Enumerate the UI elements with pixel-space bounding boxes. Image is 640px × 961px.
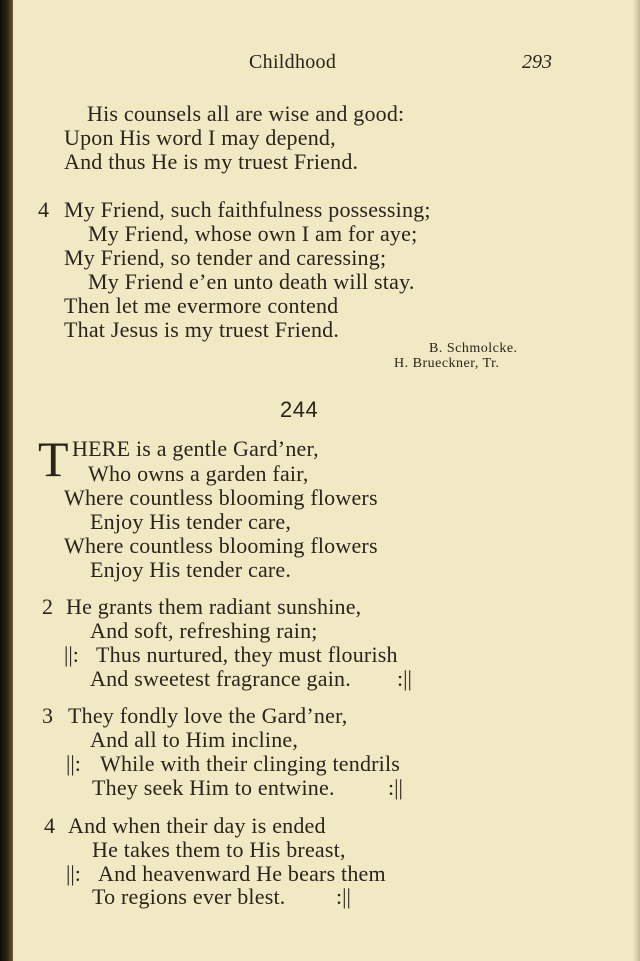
repeat-open-sign: ||: <box>64 642 79 667</box>
author-credit: B. Schmolcke. <box>429 341 518 356</box>
book-spine-shadow <box>0 0 13 961</box>
hymn-number: 244 <box>280 397 319 422</box>
hymn-line: Enjoy His tender care, <box>90 509 292 534</box>
hymn-line: Who owns a garden fair, <box>88 461 309 486</box>
drop-cap: T <box>38 431 69 487</box>
hymn-line: That Jesus is my truest Friend. <box>64 317 340 342</box>
page-number: 293 <box>522 51 552 73</box>
hymn-line: My Friend, such faithfulness possessing; <box>64 197 431 222</box>
hymn-line: Thus nurtured, they must flourish <box>96 642 398 667</box>
hymn-line: And when their day is ended <box>68 813 326 838</box>
hymn-line: My Friend, so tender and caressing; <box>64 245 387 270</box>
page-edge-shadow <box>633 0 640 961</box>
verse-number: 2 <box>42 594 53 619</box>
hymn-line: HERE is a gentle Gard’ner, <box>72 436 319 461</box>
hymn-line: My Friend e’en unto death will stay. <box>88 269 415 294</box>
hymn-line: His counsels all are wise and good: <box>87 101 405 126</box>
repeat-close-sign: :|| <box>388 775 403 800</box>
repeat-open-sign: ||: <box>66 861 81 886</box>
hymn-line: Where countless blooming flowers <box>64 533 378 558</box>
translator-credit: H. Brueckner, Tr. <box>394 356 500 371</box>
hymn-line: And thus He is my truest Friend. <box>64 149 359 174</box>
hymn-line: They fondly love the Gard’ner, <box>68 703 348 728</box>
hymn-line: Enjoy His tender care. <box>90 557 292 582</box>
hymn-line: He grants them radiant sunshine, <box>66 594 362 619</box>
hymn-line: Upon His word I may depend, <box>64 125 336 150</box>
hymn-line: And heavenward He bears them <box>98 861 386 886</box>
verse-number: 4 <box>38 197 49 222</box>
repeat-open-sign: ||: <box>66 751 81 776</box>
hymn-line: My Friend, whose own I am for aye; <box>88 221 418 246</box>
verse-number: 4 <box>44 813 55 838</box>
hymn-line: To regions ever blest. <box>92 884 286 909</box>
repeat-close-sign: :|| <box>336 884 351 909</box>
hymn-line: Where countless blooming flowers <box>64 485 378 510</box>
hymn-line: He takes them to His breast, <box>92 837 346 862</box>
hymn-line: Then let me evermore contend <box>64 293 339 318</box>
hymn-line: And soft, refreshing rain; <box>90 618 318 643</box>
verse-number: 3 <box>42 703 53 728</box>
hymn-line: While with their clinging tendrils <box>100 751 401 776</box>
hymn-line: They seek Him to entwine. <box>92 775 335 800</box>
hymn-line: And all to Him incline, <box>90 727 299 752</box>
hymn-line: And sweetest fragrance gain. <box>90 666 351 691</box>
repeat-close-sign: :|| <box>397 666 412 691</box>
running-title: Childhood <box>249 51 337 73</box>
